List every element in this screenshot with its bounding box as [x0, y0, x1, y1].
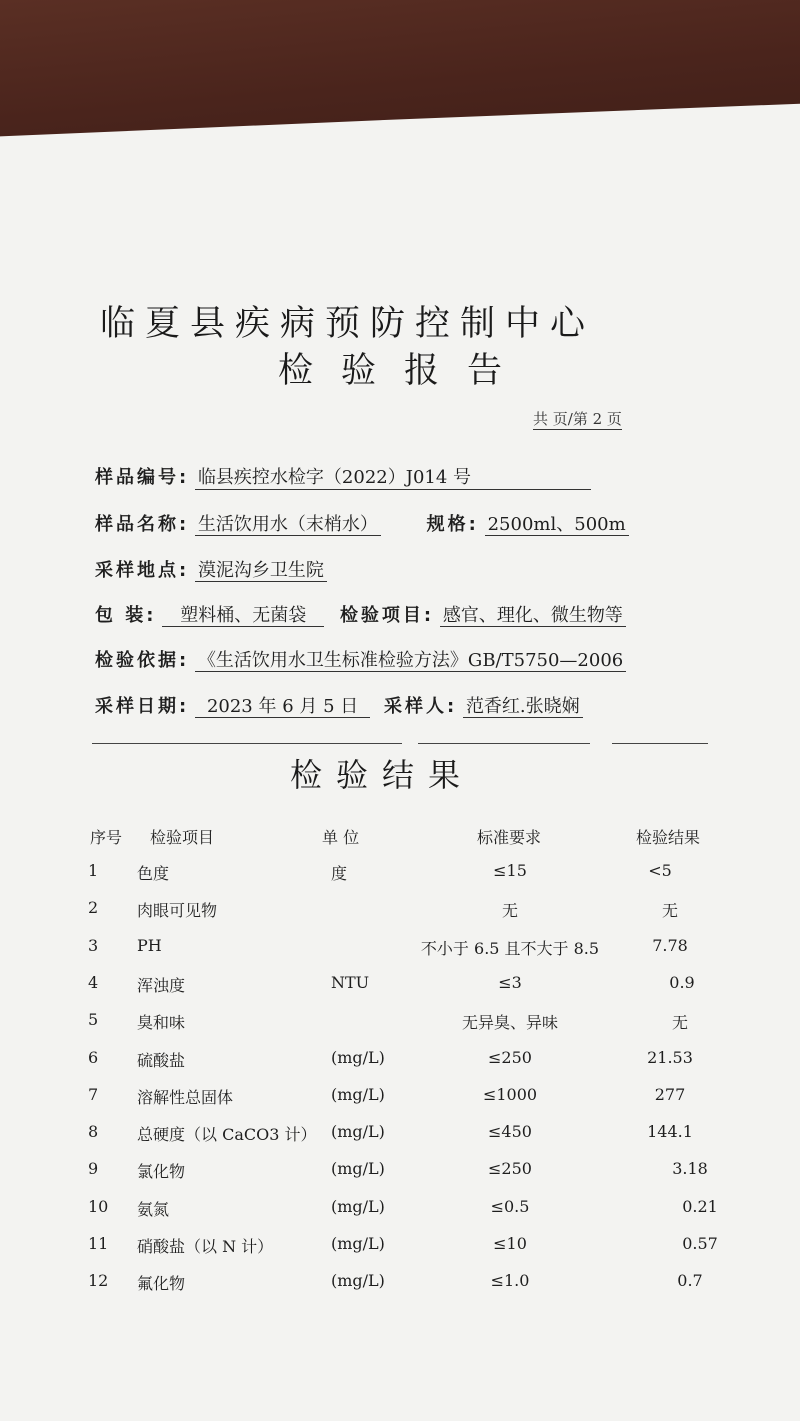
page-info: 共 页/第 2 页 [533, 410, 622, 428]
package-row [95, 601, 626, 627]
sample-name-row [95, 510, 629, 536]
date-row [95, 692, 583, 718]
items-label: 检验项目: [339, 605, 435, 626]
row-result: <5 [648, 861, 672, 880]
col-header-item: 检验项目 [150, 828, 215, 847]
divider-line [418, 743, 590, 744]
row-index: 7 [88, 1085, 99, 1104]
date-label: 采样日期: [95, 696, 190, 717]
row-unit: (mg/L) [331, 1122, 385, 1141]
row-unit: (mg/L) [331, 1197, 385, 1216]
row-result: 无 [661, 901, 679, 920]
row-standard: ≤10 [493, 1234, 527, 1253]
row-item: 浑浊度 [137, 976, 186, 995]
col-header-result: 检验结果 [636, 828, 701, 847]
results-title: 检验结果 [290, 756, 475, 794]
row-item: 氟化物 [137, 1274, 186, 1293]
divider-line [612, 743, 708, 744]
row-result: 0.57 [682, 1234, 718, 1253]
spec-label: 规格: [426, 514, 479, 535]
row-result: 0.9 [669, 973, 695, 992]
row-index: 9 [88, 1159, 99, 1178]
row-standard: ≤1.0 [490, 1271, 530, 1290]
row-item: 色度 [137, 864, 170, 883]
row-result: 144.1 [647, 1122, 693, 1141]
package-value: 塑料桶、无菌袋 [162, 605, 324, 627]
row-result: 21.53 [647, 1048, 693, 1067]
basis-value: 《生活饮用水卫生标准检验方法》GB/T5750—2006 [195, 650, 626, 672]
row-item: 硝酸盐（以 N 计） [137, 1237, 274, 1256]
row-item: 氯化物 [137, 1162, 186, 1181]
org-title: 临夏县疾病预防控制中心 [100, 304, 596, 344]
sampler-value: 范香红.张晓娴 [463, 696, 583, 718]
row-standard: 不小于 6.5 且不大于 8.5 [420, 939, 600, 958]
row-result: 0.21 [682, 1197, 718, 1216]
sample-no-value: 临县疾控水检字（2022）J014 号 [195, 463, 591, 490]
row-standard: ≤450 [488, 1122, 532, 1141]
row-unit: (mg/L) [331, 1159, 385, 1178]
spec-value: 2500ml、500m [485, 514, 629, 536]
row-index: 4 [88, 973, 99, 992]
sample-name-value: 生活饮用水（末梢水） [195, 514, 381, 536]
row-item: 肉眼可见物 [137, 901, 218, 920]
row-unit: (mg/L) [331, 1234, 385, 1253]
location-row [95, 556, 327, 582]
col-header-unit: 单 位 [322, 828, 360, 847]
items-value: 感官、理化、微生物等 [440, 605, 626, 627]
row-index: 1 [88, 861, 99, 880]
row-index: 2 [88, 898, 99, 917]
sample-name-label: 样品名称: [95, 514, 190, 535]
row-item: 臭和味 [137, 1013, 186, 1032]
location-value: 漠泥沟乡卫生院 [195, 560, 327, 582]
location-label: 采样地点: [95, 560, 190, 581]
sampler-label: 采样人: [384, 696, 458, 717]
sample-no-label: 样品编号: [95, 467, 190, 488]
row-item: 溶解性总固体 [137, 1088, 234, 1107]
row-standard: ≤15 [493, 861, 527, 880]
row-result: 7.78 [652, 936, 688, 955]
date-value: 2023 年 6 月 5 日 [195, 696, 370, 718]
row-standard: 无异臭、异味 [461, 1013, 559, 1032]
row-standard: ≤250 [488, 1048, 532, 1067]
row-result: 0.7 [677, 1271, 703, 1290]
basis-label: 检验依据: [95, 650, 190, 671]
row-item: 总硬度（以 CaCO3 计） [137, 1125, 317, 1144]
row-item: 硫酸盐 [137, 1051, 186, 1070]
row-unit: NTU [331, 973, 370, 992]
row-index: 11 [88, 1234, 109, 1253]
row-unit: (mg/L) [331, 1048, 385, 1067]
row-index: 8 [88, 1122, 99, 1141]
row-standard: ≤3 [498, 973, 522, 992]
row-standard: ≤1000 [482, 1085, 538, 1104]
sample-no-row [95, 463, 591, 490]
row-index: 6 [88, 1048, 99, 1067]
row-unit: 度 [331, 864, 348, 883]
row-index: 12 [88, 1271, 109, 1290]
col-header-index: 序号 [90, 828, 123, 847]
row-result: 3.18 [672, 1159, 708, 1178]
report-title: 检验报告 [278, 351, 531, 391]
row-index: 5 [88, 1010, 99, 1029]
row-standard: ≤0.5 [490, 1197, 530, 1216]
basis-row [95, 646, 626, 672]
row-item: PH [137, 936, 162, 955]
row-standard: 无 [501, 901, 519, 920]
row-index: 3 [88, 936, 99, 955]
row-standard: ≤250 [488, 1159, 532, 1178]
row-result: 277 [654, 1085, 686, 1104]
row-index: 10 [88, 1197, 109, 1216]
package-label: 包 装: [95, 605, 157, 626]
row-unit: (mg/L) [331, 1271, 385, 1290]
divider-line [92, 743, 402, 744]
row-result: 无 [671, 1013, 689, 1032]
col-header-standard: 标准要求 [477, 828, 542, 847]
row-item: 氨氮 [137, 1200, 170, 1219]
row-unit: (mg/L) [331, 1085, 385, 1104]
